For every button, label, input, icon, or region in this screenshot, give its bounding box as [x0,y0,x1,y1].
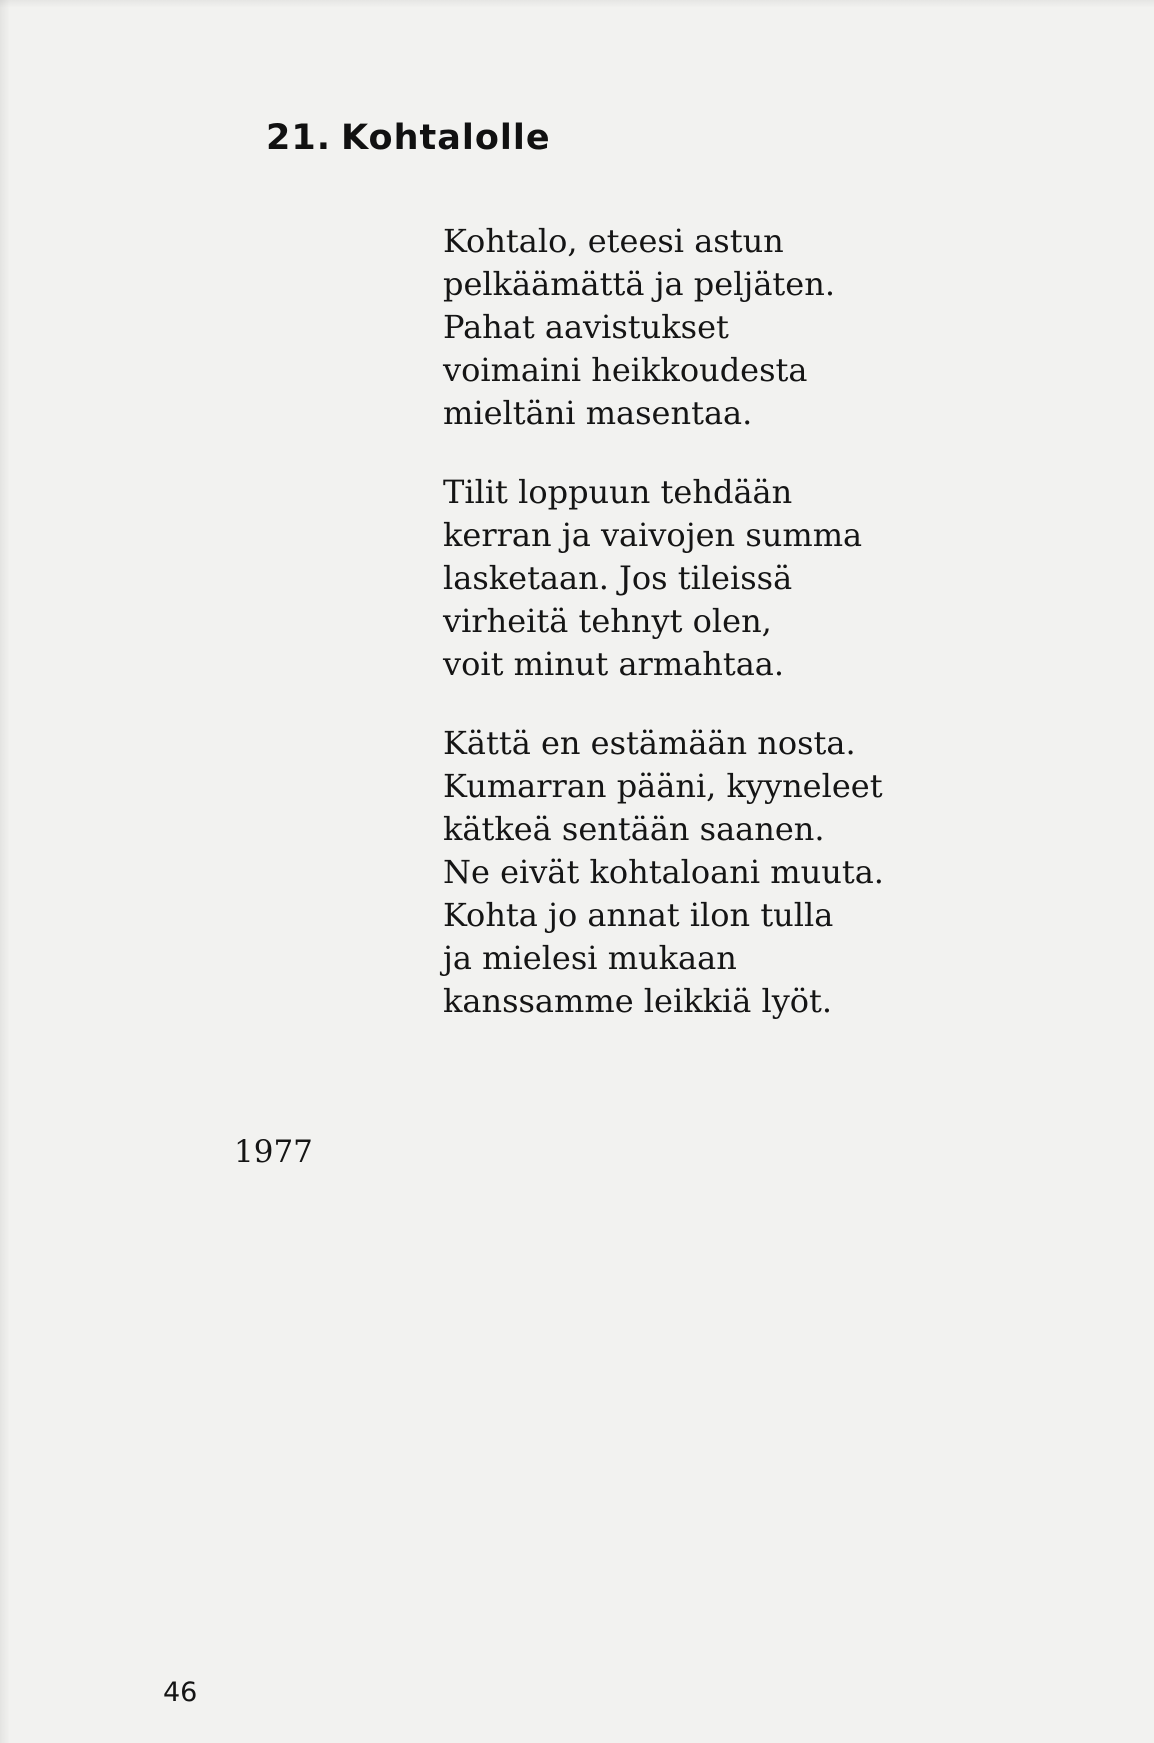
poem-line: Kohtalo, eteesi astun [443,222,784,260]
poem-line: kerran ja vaivojen summa [443,516,863,554]
page-number: 46 [163,1677,198,1708]
poem-line: Ne eivät kohtaloani muuta. [443,853,884,891]
poem-line: kätkeä sentään saanen. [443,810,825,848]
poem-line: virheitä tehnyt olen, [443,602,772,640]
poem-line: pelkäämättä ja peljäten. [443,265,835,303]
poem-body [443,220,884,1023]
poem-line: kanssamme leikkiä lyöt. [443,982,833,1020]
poem-line: lasketaan. Jos tileissä [443,559,793,597]
poem-line: Kohta jo annat ilon tulla [443,896,834,934]
poem-line: Pahat aavistukset [443,308,729,346]
poem-line: mieltäni masentaa. [443,394,753,432]
poem-line: Tilit loppuun tehdään [443,473,793,511]
poem-number: 21. [266,118,332,158]
poem-line: voit minut armahtaa. [443,645,785,683]
stanza [443,220,884,435]
stanza [443,722,884,1023]
poem-title-text: Kohtalolle [341,118,551,158]
poem-line: Kättä en estämään nosta. [443,724,856,762]
poem-title [266,118,551,158]
poem-year: 1977 [234,1134,313,1170]
stanza [443,471,884,686]
poem-line: ja mielesi mukaan [443,939,737,977]
poem-line: Kumarran pääni, kyyneleet [443,767,883,805]
poem-line: voimaini heikkoudesta [443,351,808,389]
